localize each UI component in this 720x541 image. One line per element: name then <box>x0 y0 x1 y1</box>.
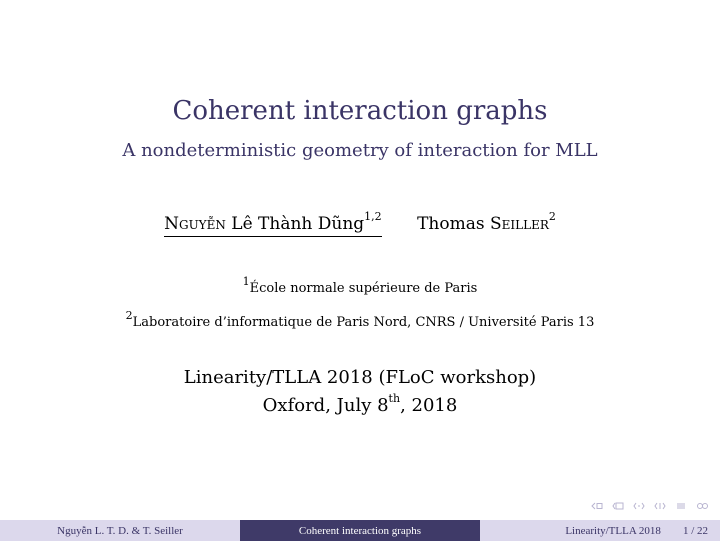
nav-section-icon[interactable] <box>654 502 666 510</box>
affiliation-1-mark: 1 <box>242 274 250 288</box>
author-seiller-surname: Seiller <box>489 214 549 234</box>
author-seiller-affil: 2 <box>548 210 556 224</box>
affiliation-2 <box>0 308 720 330</box>
affiliation-1 <box>0 274 720 296</box>
author-seiller-given: Thomas <box>417 214 490 234</box>
beamer-navigation <box>591 502 708 510</box>
author-nguyen-surname: Nguyễn <box>164 214 226 234</box>
footer-event <box>480 520 720 541</box>
footer-authors <box>0 520 240 541</box>
footer-title-text: Coherent interaction graphs <box>298 524 422 537</box>
footer-title <box>240 520 480 541</box>
nav-frame-next-icon[interactable] <box>612 502 624 510</box>
nav-frame-prev-icon[interactable] <box>591 502 603 510</box>
slide-title: Coherent interaction graphs <box>172 96 548 126</box>
event-date <box>0 392 720 420</box>
author-nguyen-given: Lê Thành Dũng <box>225 214 365 234</box>
author-nguyen-affil: 1,2 <box>364 210 382 224</box>
affiliation-2-mark: 2 <box>125 308 133 322</box>
event-name: Linearity/TLLA 2018 (FLoC workshop) <box>183 367 537 388</box>
footer <box>0 520 720 541</box>
event-date-pre: Oxford, July 8 <box>262 395 389 416</box>
authors <box>0 210 720 237</box>
nav-search-icon[interactable] <box>696 502 708 510</box>
footer-authors-text: Nguyễn L. T. D. & T. Seiller <box>57 524 183 537</box>
slide-subtitle: A nondeterministic geometry of interaction for MLL <box>122 140 598 161</box>
footer-event-text: Linearity/TLLA 2018 <box>565 524 661 537</box>
event-date-sup: th <box>388 392 401 405</box>
nav-align-icon[interactable] <box>675 502 687 510</box>
event-date-post: , 2018 <box>400 395 458 416</box>
affiliation-1-text: École normale supérieure de Paris <box>249 281 478 296</box>
author-nguyen[interactable] <box>164 210 382 237</box>
event-info <box>0 364 720 420</box>
author-seiller <box>417 210 556 234</box>
page-number: 1 / 22 <box>682 524 708 537</box>
affiliation-2-text: Laboratoire d’informatique de Paris Nord, CNRS / Université Paris 13 <box>132 315 595 330</box>
nav-subsection-icon[interactable] <box>633 502 645 510</box>
